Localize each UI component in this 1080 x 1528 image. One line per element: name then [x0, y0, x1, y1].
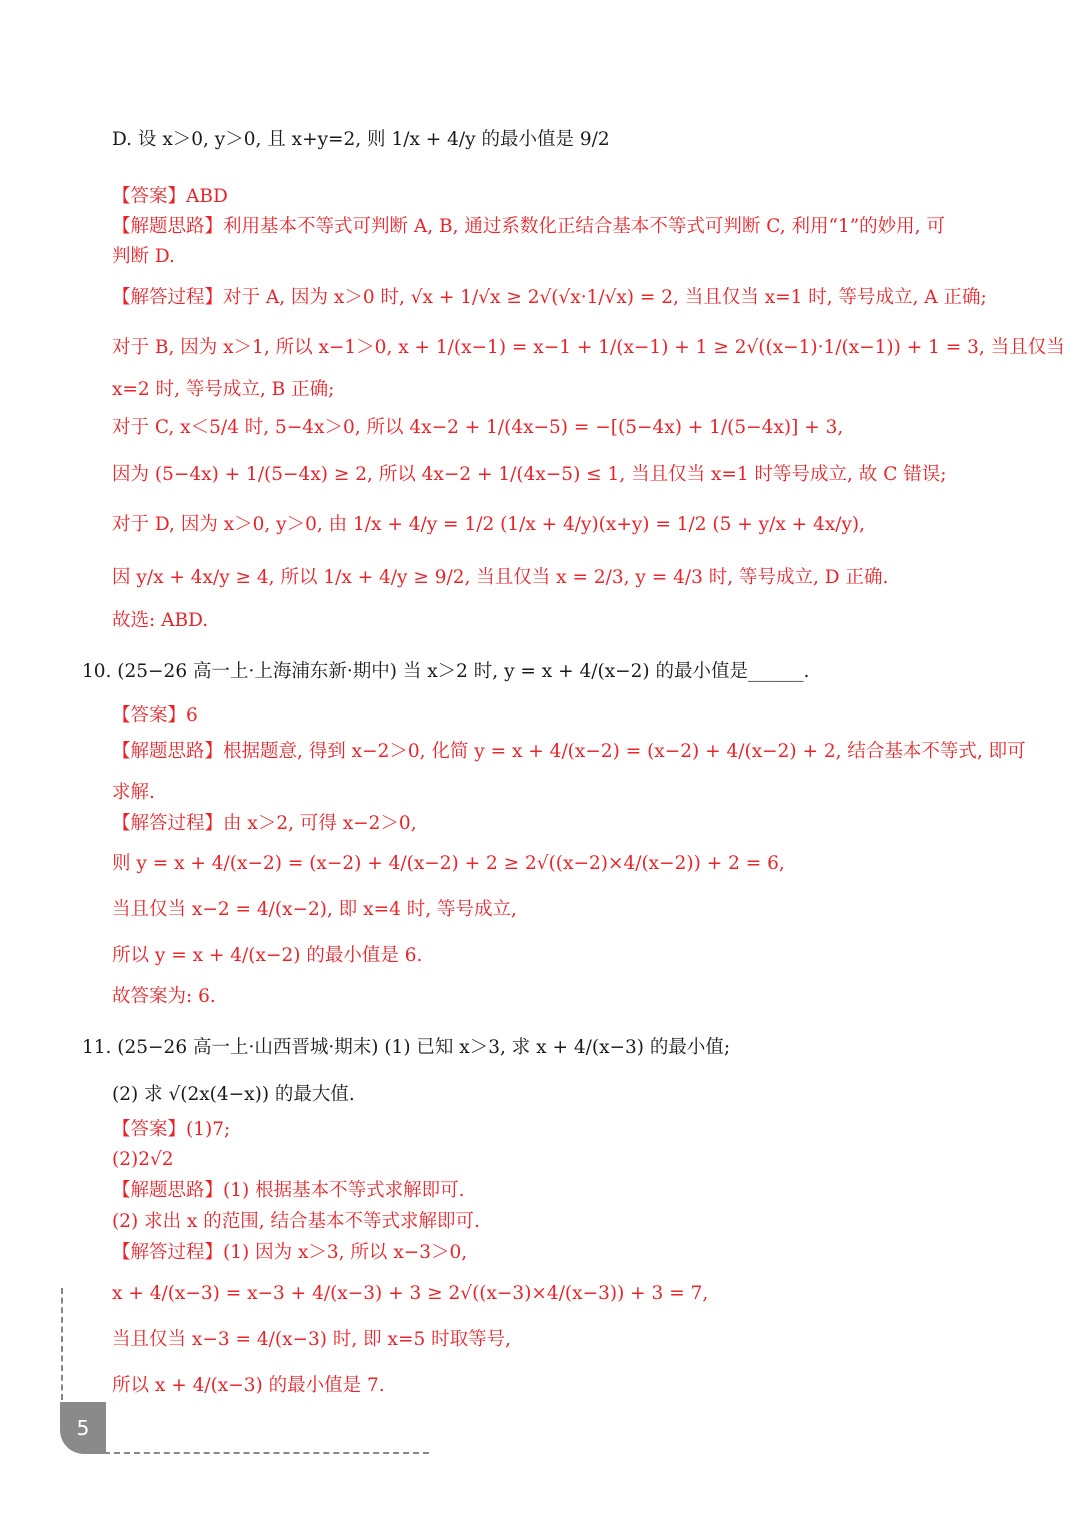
text-line: 求解. [112, 782, 155, 803]
text-line: 因 y/x + 4x/y ≥ 4, 所以 1/x + 4/y ≥ 9/2, 当且仅当 x = 2/3, y = 4/3 时, 等号成立, D 正确. [112, 567, 889, 588]
text-line: 故答案为: 6. [112, 986, 216, 1007]
text-line: (2) 求 √(2x(4−x)) 的最大值. [112, 1084, 355, 1105]
text-line: 【解题思路】(1) 根据基本不等式求解即可. [112, 1180, 465, 1201]
text-line: 因为 (5−4x) + 1/(5−4x) ≥ 2, 所以 4x−2 + 1/(4x−5) ≤ 1, 当且仅当 x=1 时等号成立, 故 C 错误; [112, 464, 947, 485]
text-line: 所以 x + 4/(x−3) 的最小值是 7. [112, 1375, 385, 1396]
text-line: 对于 C, x＜5/4 时, 5−4x＞0, 所以 4x−2 + 1/(4x−5) = −[(5−4x) + 1/(5−4x)] + 3, [112, 417, 844, 438]
text-line: 所以 y = x + 4/(x−2) 的最小值是 6. [112, 945, 423, 966]
text-line: x + 4/(x−3) = x−3 + 4/(x−3) + 3 ≥ 2√((x−3)×4/(x−3)) + 3 = 7, [112, 1283, 709, 1304]
text-line: 【答案】ABD [112, 186, 228, 207]
text-line: 10. (25−26 高一上·上海浦东新·期中) 当 x＞2 时, y = x + 4/(x−2) 的最小值是______. [82, 661, 810, 682]
text-line: 【解答过程】由 x＞2, 可得 x−2＞0, [112, 813, 417, 834]
text-line: 【解题思路】利用基本不等式可判断 A, B, 通过系数化正结合基本不等式可判断 C, 利用“1”的妙用, 可 [112, 216, 945, 237]
text-line: 则 y = x + 4/(x−2) = (x−2) + 4/(x−2) + 2 ≥ 2√((x−2)×4/(x−2)) + 2 = 6, [112, 853, 785, 874]
text-line: 当且仅当 x−2 = 4/(x−2), 即 x=4 时, 等号成立, [112, 899, 517, 920]
text-line: x=2 时, 等号成立, B 正确; [112, 379, 335, 400]
text-line: D. 设 x＞0, y＞0, 且 x+y=2, 则 1/x + 4/y 的最小值是 9/2 [112, 129, 610, 150]
text-line: 【答案】6 [112, 705, 198, 726]
page-number: 5 [60, 1402, 106, 1454]
text-line: 【解答过程】(1) 因为 x＞3, 所以 x−3＞0, [112, 1242, 468, 1263]
text-line: 当且仅当 x−3 = 4/(x−3) 时, 即 x=5 时取等号, [112, 1329, 511, 1350]
text-line: 11. (25−26 高一上·山西晋城·期末) (1) 已知 x＞3, 求 x + 4/(x−3) 的最小值; [82, 1037, 731, 1058]
text-line: 故选: ABD. [112, 610, 209, 631]
dashed-frame-left [61, 1288, 63, 1400]
dashed-frame-bottom [104, 1452, 429, 1454]
text-line: 判断 D. [112, 246, 175, 267]
text-line: 【答案】(1)7; [112, 1119, 231, 1140]
text-line: 对于 D, 因为 x＞0, y＞0, 由 1/x + 4/y = 1/2 (1/x + 4/y)(x+y) = 1/2 (5 + y/x + 4x/y), [112, 514, 866, 535]
text-line: 【解答过程】对于 A, 因为 x＞0 时, √x + 1/√x ≥ 2√(√x·1/√x) = 2, 当且仅当 x=1 时, 等号成立, A 正确; [112, 287, 987, 308]
text-line: (2)2√2 [112, 1149, 174, 1170]
text-line: 【解题思路】根据题意, 得到 x−2＞0, 化简 y = x + 4/(x−2) = (x−2) + 4/(x−2) + 2, 结合基本不等式, 即可 [112, 741, 1026, 762]
text-line: (2) 求出 x 的范围, 结合基本不等式求解即可. [112, 1211, 480, 1232]
text-line: 对于 B, 因为 x＞1, 所以 x−1＞0, x + 1/(x−1) = x−1 + 1/(x−1) + 1 ≥ 2√((x−1)·1/(x−1)) + 1 = 3, 当且仅当 [112, 337, 1065, 358]
